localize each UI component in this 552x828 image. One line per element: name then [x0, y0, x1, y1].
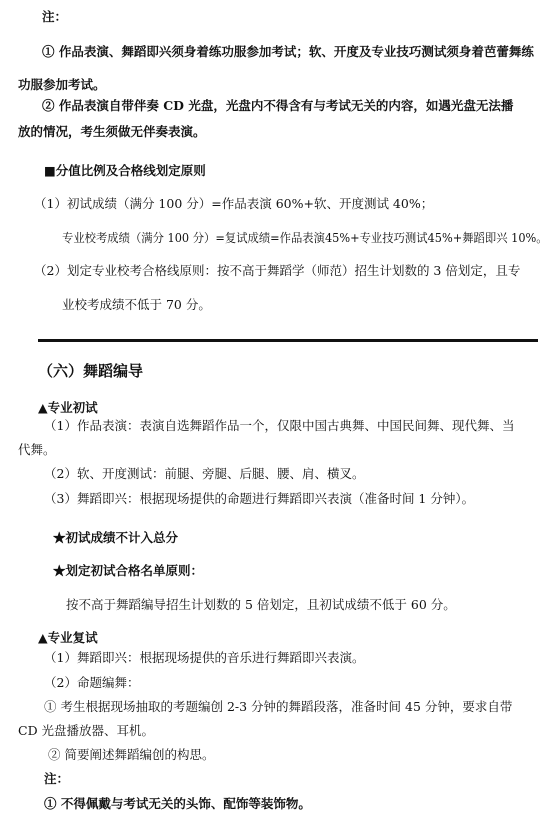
- note-item-1-line-1: ① 作品表演、舞蹈即兴须身着练功服参加考试；软、开度及专业技巧测试须身着芭蕾舞练: [42, 44, 534, 59]
- score-item-1-sub: 专业校考成绩（满分 100 分）=复试成绩=作品表演45%+专业技巧测试45%+舞蹈即兴 10%。: [62, 231, 548, 245]
- star-note-2: ★划定初试合格名单原则：: [53, 563, 204, 578]
- retest-sub-1-line-2: CD 光盘播放器、耳机。: [18, 723, 155, 738]
- section-6-title: （六）舞蹈编导: [38, 362, 144, 380]
- retest-item-1: （1）舞蹈即兴：根据现场提供的音乐进行舞蹈即兴表演。: [44, 650, 365, 665]
- retest-item-2: （2）命题编舞：: [44, 675, 140, 690]
- score-item-1: （1）初试成绩（满分 100 分）=作品表演 60%+软、开度测试 40%；: [34, 196, 434, 211]
- score-item-2-line-2: 业校考成绩不低于 70 分。: [62, 297, 211, 312]
- note-label: 注：: [42, 9, 68, 24]
- section-6-note-label: 注：: [44, 771, 70, 786]
- star-note-2-text: 按不高于舞蹈编导招生计划数的 5 倍划定，且初试成绩不低于 60 分。: [66, 597, 456, 612]
- initial-item-1-line-2: 代舞。: [18, 442, 56, 457]
- score-item-2-line-1: （2）划定专业校考合格线原则：按不高于舞蹈学（师范）招生计划数的 3 倍划定，且专: [34, 263, 521, 278]
- initial-item-1-line-1: （1）作品表演：表演自选舞蹈作品一个，仅限中国古典舞、中国民间舞、现代舞、当: [44, 418, 515, 433]
- star-note-1: ★初试成绩不计入总分: [53, 530, 179, 545]
- initial-item-2: （2）软、开度测试：前腿、旁腿、后腿、腰、肩、横叉。: [44, 466, 365, 481]
- retest-heading: ▲专业复试: [38, 630, 98, 645]
- note-item-2-line-2: 放的情况，考生须做无伴奏表演。: [18, 124, 206, 139]
- note-item-2-line-1: ② 作品表演自带伴奏 CD 光盘，光盘内不得含有与考试无关的内容，如遇光盘无法播: [42, 98, 514, 113]
- retest-sub-2: ② 简要阐述舞蹈编创的构思。: [48, 747, 215, 762]
- score-section-heading: ■分值比例及合格线划定原则: [44, 163, 206, 178]
- section-divider: [38, 339, 538, 342]
- note-item-1-line-2: 功服参加考试。: [18, 77, 106, 92]
- section-6-note-item-1: ① 不得佩戴与考试无关的头饰、配饰等装饰物。: [44, 796, 311, 811]
- initial-test-heading: ▲专业初试: [38, 400, 98, 415]
- initial-item-3: （3）舞蹈即兴：根据现场提供的命题进行舞蹈即兴表演（准备时间 1 分钟）。: [44, 491, 475, 506]
- retest-sub-1-line-1: ① 考生根据现场抽取的考题编创 2-3 分钟的舞蹈段落，准备时间 45 分钟，要求自带: [44, 699, 513, 714]
